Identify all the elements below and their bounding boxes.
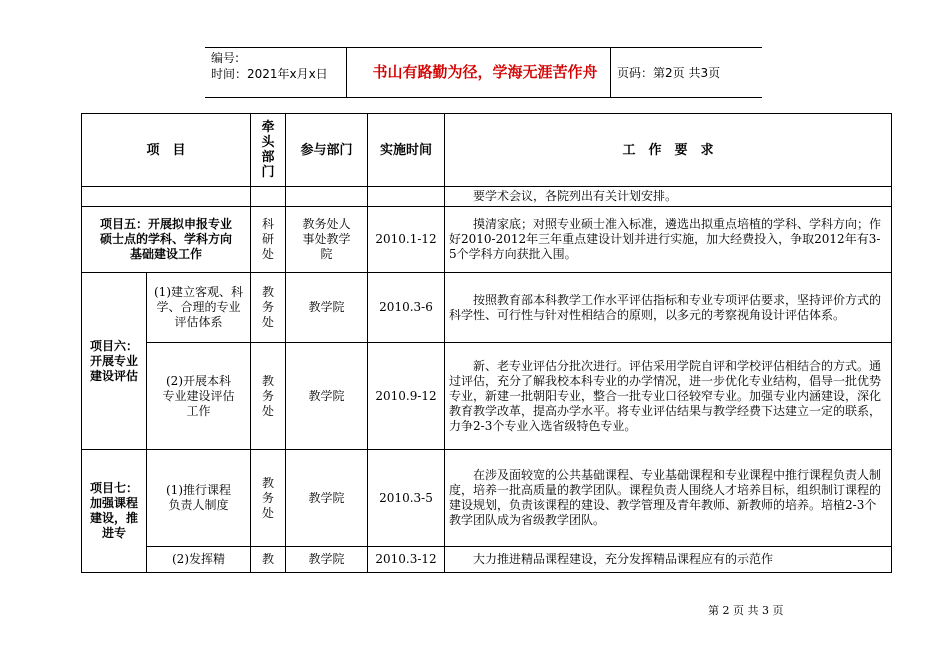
table-row xyxy=(82,343,892,450)
header-project: 项 目 xyxy=(82,114,251,187)
partners-cell: 教务处人事处教学院 xyxy=(286,207,368,273)
lead-cell: 教务处 xyxy=(251,450,286,547)
table-row xyxy=(82,450,892,547)
project-cell: 项目五：开展拟申报专业硕士点的学科、学科方向基础建设工作 xyxy=(82,207,251,273)
table-row xyxy=(82,547,892,573)
header-top-rule xyxy=(205,47,762,48)
requirement-cell: 大力推进精品课程建设，充分发挥精品课程应有的示范作 xyxy=(445,547,892,573)
time-cell: 2010.1-12 xyxy=(368,207,445,273)
table-row xyxy=(82,273,892,343)
partners-cell: 教学院 xyxy=(286,273,368,343)
lead-cell: 科研处 xyxy=(251,207,286,273)
subproject-cell: (1)推行课程负责人制度 xyxy=(147,450,251,547)
time-cell: 2010.3-6 xyxy=(368,273,445,343)
subproject-cell: (1)建立客观、科学、合理的专业评估体系 xyxy=(147,273,251,343)
work-plan-table xyxy=(81,113,892,573)
header-lead: 牵头部门 xyxy=(251,114,286,187)
header-bottom-rule xyxy=(205,97,762,98)
project-group-cell: 项目六：开展专业建设评估 xyxy=(82,273,147,450)
document-header xyxy=(205,47,762,97)
table-row xyxy=(82,187,892,207)
requirement-cell: 按照教育部本科教学工作水平评估指标和专业专项评估要求，坚持评价方式的科学性、可行性与针对性相结合的原则，以多元的考察视角设计评估体系。 xyxy=(445,273,892,343)
page-footer: 第 2 页 共 3 页 xyxy=(708,604,784,617)
header-motto: 书山有路勤为径，学海无涯苦作舟 xyxy=(372,63,598,81)
header-number-label: 编号: xyxy=(211,51,240,65)
lead-cell: 教 xyxy=(251,547,286,573)
header-time: 实施时间 xyxy=(368,114,445,187)
time-cell: 2010.3-12 xyxy=(368,547,445,573)
project-group-cell: 项目七：加强课程建设，推进专 xyxy=(82,450,147,573)
subproject-cell: (2)发挥精 xyxy=(147,547,251,573)
partners-cell: 教学院 xyxy=(286,343,368,450)
partners-cell: 教学院 xyxy=(286,450,368,547)
lead-cell: 教务处 xyxy=(251,343,286,450)
partners-cell: 教学院 xyxy=(286,547,368,573)
header-time-label: 时间：2021年x月x日 xyxy=(211,67,328,81)
lead-cell: 教务处 xyxy=(251,273,286,343)
requirement-cell: 要学术会议，各院列出有关计划安排。 xyxy=(445,187,892,207)
requirement-cell: 新、老专业评估分批次进行。评估采用学院自评和学校评估相结合的方式。通过评估，充分了解我校本科专业的办学情况，进一步优化专业结构，倡导一批优势专业，新建一批朝阳专业，整合一批专业口径较窄专业。加强专业内涵建设，深化教育教学改革，提高办学水平。将专业评估结果与教学经费下达建立一定的联系，力争2-3个专业入选省级特色专业。 xyxy=(445,343,892,450)
header-requirement: 工 作 要 求 xyxy=(445,114,892,187)
requirement-cell: 在涉及面较宽的公共基础课程、专业基础课程和专业课程中推行课程负责人制度，培养一批高质量的教学团队。课程负责人围绕人才培养目标，组织制订课程的建设规划，负责该课程的建设、教学管理及青年教师、新教师的培养。培植2-3个教学团队成为省级教学团队。 xyxy=(445,450,892,547)
header-divider xyxy=(346,47,347,97)
header-page-info: 页码：第2页 共3页 xyxy=(617,66,721,80)
time-cell: 2010.9-12 xyxy=(368,343,445,450)
subproject-cell: (2)开展本科专业建设评估工作 xyxy=(147,343,251,450)
header-partners: 参与部门 xyxy=(286,114,368,187)
requirement-cell: 摸清家底；对照专业硕士准入标准，遴选出拟重点培植的学科、学科方向；作好2010-2012年三年重点建设计划并进行实施，加大经费投入，争取2012年有3-5个学科方向获批入围。 xyxy=(445,207,892,273)
table-header-row xyxy=(82,114,892,187)
time-cell: 2010.3-5 xyxy=(368,450,445,547)
table-row xyxy=(82,207,892,273)
